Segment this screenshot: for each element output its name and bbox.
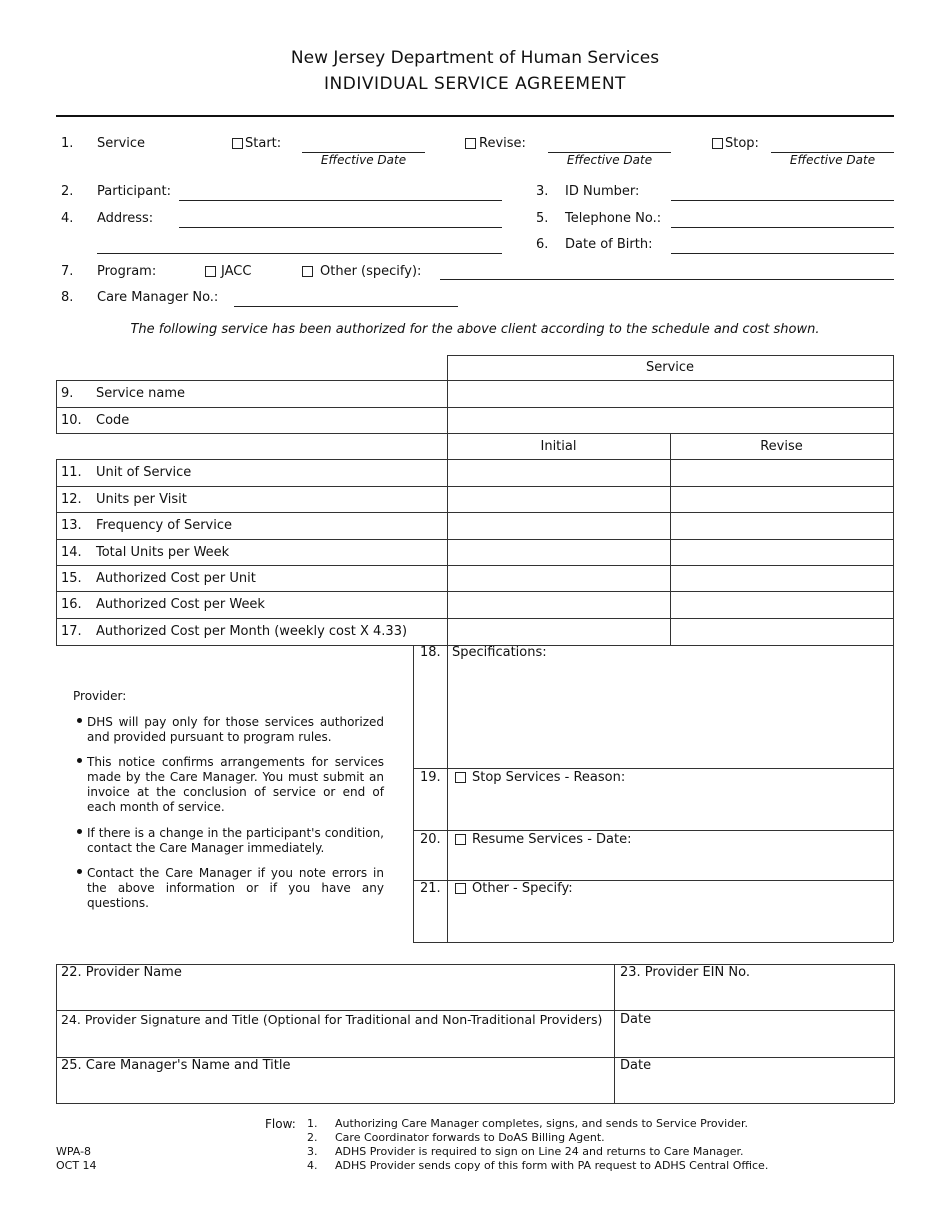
specifications-label: Specifications: bbox=[452, 645, 547, 660]
revise-label: Revise: bbox=[479, 136, 526, 151]
participant-label: Participant: bbox=[97, 184, 171, 199]
spec-20-number: 20. bbox=[420, 832, 441, 847]
program-label: Program: bbox=[97, 264, 157, 279]
start-checkbox[interactable] bbox=[232, 138, 243, 149]
stop-checkbox[interactable] bbox=[712, 138, 723, 149]
provider-note: Contact the Care Manager if you note errors in the above information or if you have any questions. bbox=[87, 866, 384, 910]
stop-effective-date-caption: Effective Date bbox=[789, 153, 876, 167]
table-row-number: 16. bbox=[61, 597, 82, 612]
row-label-unit-of-service: Unit of Service bbox=[96, 465, 192, 480]
table-row-number: 13. bbox=[61, 518, 82, 533]
row-label-cost-per-week: Authorized Cost per Week bbox=[96, 597, 265, 612]
line-6-number: 6. bbox=[536, 237, 549, 252]
other-specify-label: Other - Specify: bbox=[472, 881, 573, 896]
table-row-number: 10. bbox=[61, 413, 82, 428]
stop-services-label: Stop Services - Reason: bbox=[472, 770, 626, 785]
provider-note: DHS will pay only for those services authorized and provided pursuant to program rules. bbox=[87, 715, 384, 744]
row-label-code: Code bbox=[96, 413, 130, 428]
care-manager-name-label: 25. Care Manager's Name and Title bbox=[61, 1058, 291, 1073]
spec-19-number: 19. bbox=[420, 770, 441, 785]
id-number-field[interactable] bbox=[671, 200, 894, 201]
line-5-number: 5. bbox=[536, 211, 549, 226]
dob-label: Date of Birth: bbox=[565, 237, 653, 252]
other-specify-checkbox[interactable] bbox=[455, 883, 466, 894]
flow-step-text: Care Coordinator forwards to DoAS Billing Agent. bbox=[335, 1131, 605, 1144]
provider-signature-label: 24. Provider Signature and Title (Optional for Traditional and Non-Traditional Providers) bbox=[61, 1012, 603, 1027]
provider-note: If there is a change in the participant's condition, contact the Care Manager immediately. bbox=[87, 826, 384, 855]
title-rule bbox=[56, 115, 894, 117]
row-label-cost-per-unit: Authorized Cost per Unit bbox=[96, 571, 256, 586]
other-program-checkbox[interactable] bbox=[302, 266, 313, 277]
row-label-service-name: Service name bbox=[96, 386, 186, 401]
jacc-checkbox[interactable] bbox=[205, 266, 216, 277]
provider-ein-label: 23. Provider EIN No. bbox=[620, 965, 750, 980]
flow-step-number: 1. bbox=[307, 1117, 318, 1130]
spec-21-number: 21. bbox=[420, 881, 441, 896]
form-date: OCT 14 bbox=[56, 1159, 97, 1172]
address-field-line-1[interactable] bbox=[179, 227, 502, 228]
table-row-number: 12. bbox=[61, 492, 82, 507]
start-effective-date-caption: Effective Date bbox=[320, 153, 407, 167]
stop-services-checkbox[interactable] bbox=[455, 772, 466, 783]
flow-step-text: Authorizing Care Manager completes, signs, and sends to Service Provider. bbox=[335, 1117, 748, 1130]
provider-heading: Provider: bbox=[73, 689, 127, 703]
table-row-number: 14. bbox=[61, 545, 82, 560]
id-number-label: ID Number: bbox=[565, 184, 640, 199]
table-row-number: 15. bbox=[61, 571, 82, 586]
line-3-number: 3. bbox=[536, 184, 549, 199]
table-row-number: 17. bbox=[61, 624, 82, 639]
row-label-total-units: Total Units per Week bbox=[96, 545, 230, 560]
row-label-frequency: Frequency of Service bbox=[96, 518, 232, 533]
line-1-number: 1. bbox=[61, 136, 74, 151]
line-4-number: 4. bbox=[61, 211, 74, 226]
flow-step-number: 4. bbox=[307, 1159, 318, 1172]
row-label-cost-per-month: Authorized Cost per Month (weekly cost X 4.33) bbox=[96, 624, 408, 639]
org-name: New Jersey Department of Human Services bbox=[290, 48, 660, 68]
care-manager-date-label: Date bbox=[620, 1058, 652, 1073]
line-8-number: 8. bbox=[61, 290, 74, 305]
care-manager-no-label: Care Manager No.: bbox=[97, 290, 219, 305]
address-label: Address: bbox=[97, 211, 154, 226]
other-program-field[interactable] bbox=[440, 279, 894, 280]
service-column-header: Service bbox=[645, 360, 695, 375]
line-2-number: 2. bbox=[61, 184, 74, 199]
bullet-icon bbox=[77, 829, 82, 834]
telephone-field[interactable] bbox=[671, 227, 894, 228]
dob-field[interactable] bbox=[671, 253, 894, 254]
provider-date-label: Date bbox=[620, 1012, 652, 1027]
stop-label: Stop: bbox=[725, 136, 759, 151]
address-field-line-2[interactable] bbox=[97, 253, 502, 254]
care-manager-no-field[interactable] bbox=[234, 306, 458, 307]
flow-step-text: ADHS Provider is required to sign on Line 24 and returns to Care Manager. bbox=[335, 1145, 744, 1158]
flow-label: Flow: bbox=[265, 1117, 296, 1131]
flow-step-number: 2. bbox=[307, 1131, 318, 1144]
participant-field[interactable] bbox=[179, 200, 502, 201]
form-id: WPA-8 bbox=[56, 1145, 92, 1158]
flow-step-number: 3. bbox=[307, 1145, 318, 1158]
initial-column-header: Initial bbox=[540, 439, 577, 454]
resume-services-checkbox[interactable] bbox=[455, 834, 466, 845]
jacc-label: JACC bbox=[221, 264, 252, 279]
provider-name-label: 22. Provider Name bbox=[61, 965, 182, 980]
revise-effective-date-caption: Effective Date bbox=[566, 153, 653, 167]
resume-services-label: Resume Services - Date: bbox=[472, 832, 632, 847]
provider-note: This notice confirms arrangements for services made by the Care Manager. You must submit an invoice at the conclusion of service or end of each month of service. bbox=[87, 755, 384, 814]
other-program-label: Other (specify): bbox=[320, 264, 422, 279]
bullet-icon bbox=[77, 758, 82, 763]
revise-column-header: Revise bbox=[760, 439, 803, 454]
spec-18-number: 18. bbox=[420, 645, 441, 660]
form-title: INDIVIDUAL SERVICE AGREEMENT bbox=[324, 74, 626, 94]
telephone-label: Telephone No.: bbox=[565, 211, 662, 226]
flow-step-text: ADHS Provider sends copy of this form with PA request to ADHS Central Office. bbox=[335, 1159, 769, 1172]
bullet-icon bbox=[77, 718, 82, 723]
line-7-number: 7. bbox=[61, 264, 74, 279]
start-label: Start: bbox=[245, 136, 282, 151]
authorization-statement: The following service has been authorized for the above client according to the schedule and cost shown. bbox=[130, 322, 820, 337]
bullet-icon bbox=[77, 869, 82, 874]
revise-checkbox[interactable] bbox=[465, 138, 476, 149]
table-row-number: 9. bbox=[61, 386, 74, 401]
service-label: Service bbox=[97, 136, 146, 151]
row-label-units-per-visit: Units per Visit bbox=[96, 492, 187, 507]
table-row-number: 11. bbox=[61, 465, 82, 480]
